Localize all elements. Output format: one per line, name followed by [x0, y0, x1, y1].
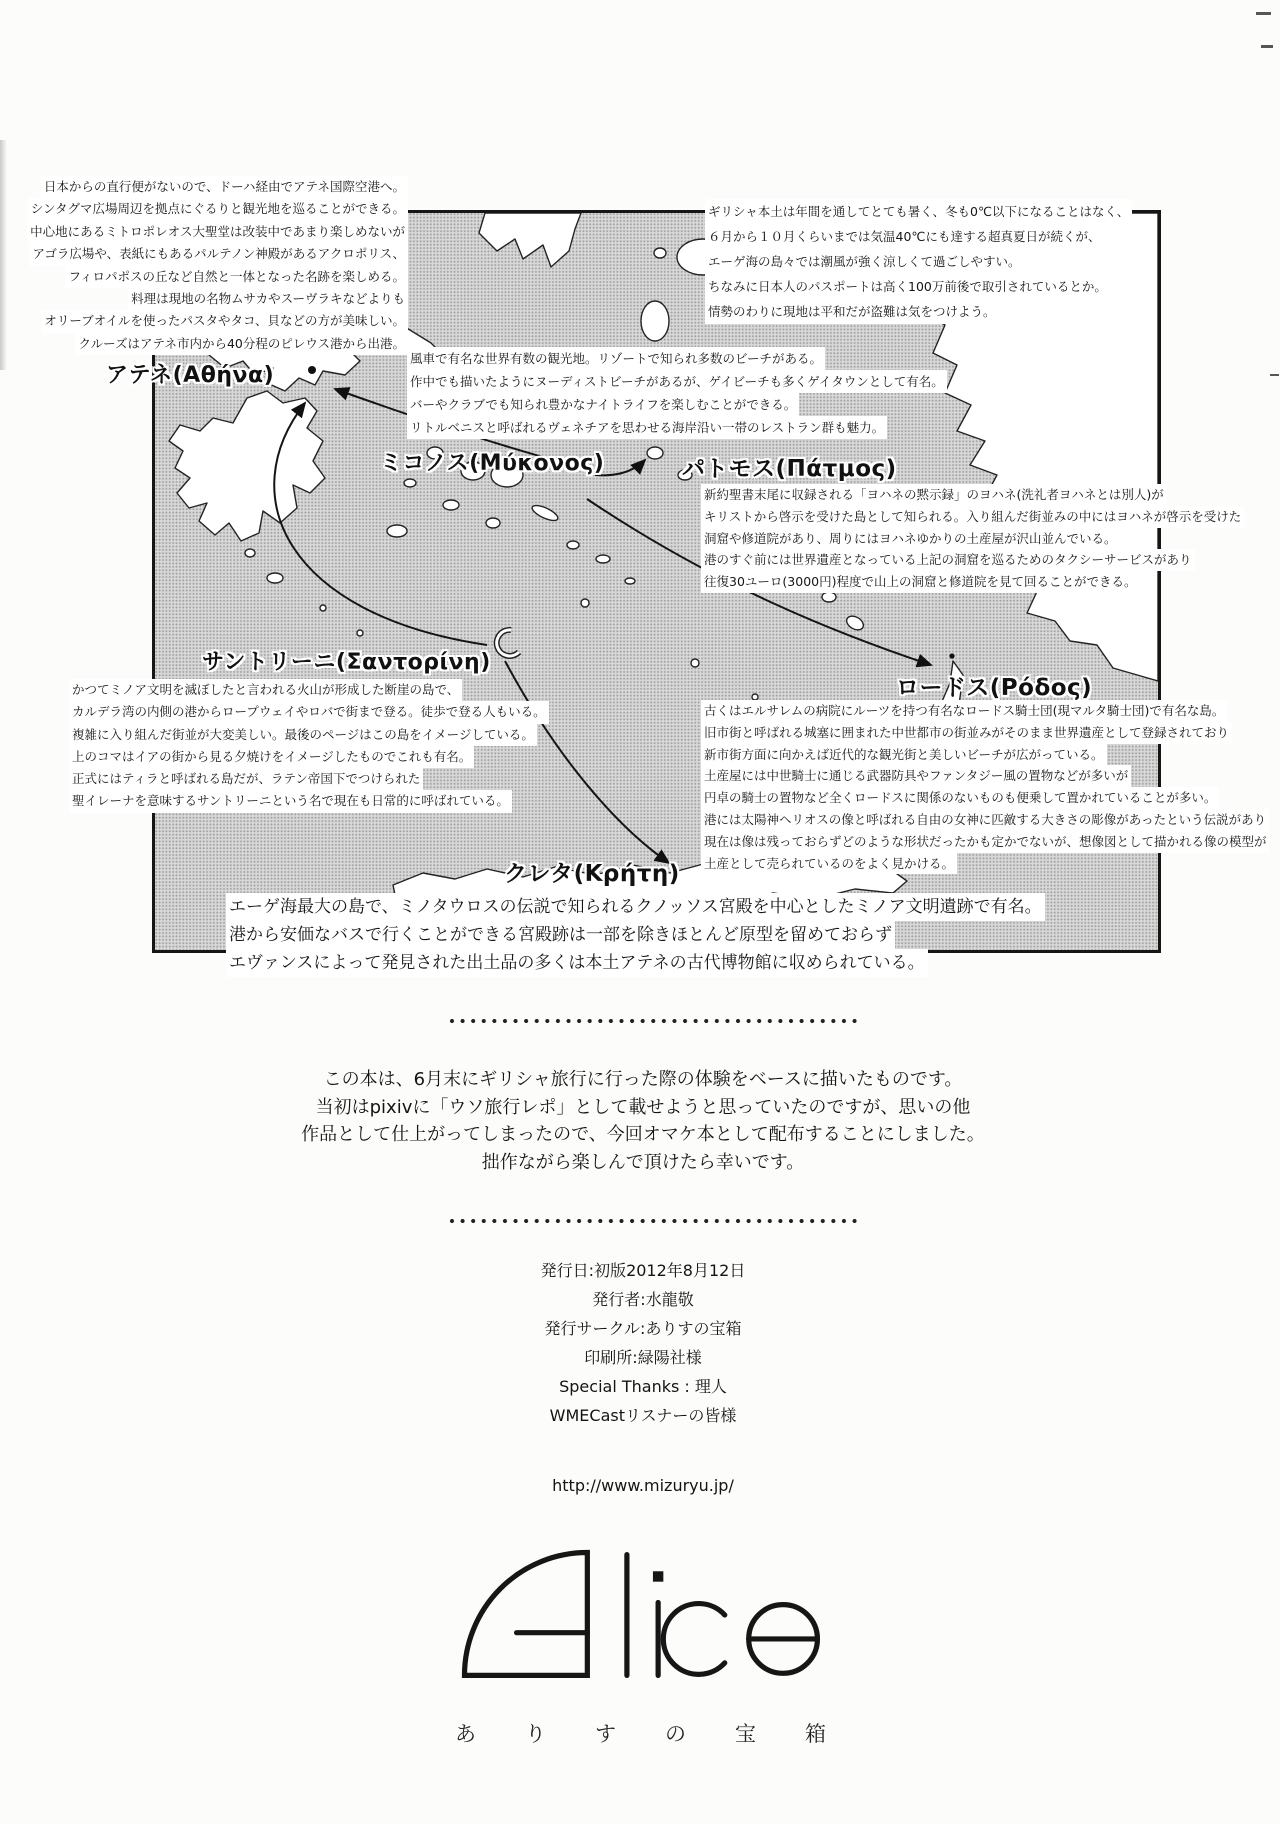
dotted-separator-top — [449, 1018, 861, 1024]
text-line: Special Thanks : 理人 — [559, 1377, 727, 1396]
island — [169, 391, 325, 541]
text-line: 旧市街と呼ばれる城塞に囲まれた中世都市の街並みがそのまま世界遺産として登録されており — [701, 722, 1232, 744]
text-line: 発行日:初版2012年8月12日 — [540, 1261, 746, 1280]
note-crete — [226, 893, 1045, 977]
island — [822, 592, 836, 602]
text-line: 港から安価なバスで行くことができる宮殿跡は一部を除きほとんど原型を留めておらず — [226, 921, 895, 949]
island — [486, 518, 500, 528]
alice-logo-svg — [452, 1540, 832, 1690]
note-athens-travel — [27, 176, 408, 355]
island — [530, 503, 560, 524]
text-line: 港のすぐ前には世界遺産となっている上記の洞窟を巡るためのタクシーサービスがあり — [701, 549, 1195, 571]
label-athens: アテネ(Αθήνα) — [106, 363, 275, 388]
logo-i-dot — [653, 1571, 663, 1581]
scan-edge-shadow — [0, 140, 7, 370]
text-line: 中心地にあるミトロポレオス大聖堂は改装中であまり楽しめないが — [27, 221, 408, 243]
island — [641, 301, 669, 341]
text-line: リトルベニスと呼ばれるヴェネチアを思わせる海岸沿い一帯のレストラン群も魅力。 — [407, 416, 887, 439]
text-line: 印刷所:緑陽社様 — [584, 1348, 702, 1367]
island — [844, 613, 866, 632]
text-line: この本は、6月末にギリシャ旅行に行った際の体験をベースに描いたものです。 — [323, 1069, 963, 1090]
island — [267, 573, 283, 583]
island — [647, 447, 663, 459]
island — [596, 555, 610, 563]
scan-mark — [1261, 45, 1273, 48]
text-line: 正式にはティラと呼ばれる島だが、ラテン帝国下でつけられた — [69, 768, 423, 790]
text-line: 現在は像は残っておらずどのような形状だったかも定かでないが、想像図として描かれる像の模型が — [701, 831, 1270, 853]
text-line: カルデラ湾の内側の港からロープウェイやロバで街まで登る。徒歩で登る人もいる。 — [69, 701, 549, 723]
island — [320, 605, 326, 611]
text-line: 複雑に入り組んだ街並が大変美しい。最後のページはこの島をイメージしている。 — [69, 724, 537, 746]
note-rhodes — [701, 700, 1270, 874]
rhodes-port-dot — [949, 653, 954, 658]
label-crete: クレタ(Κρήτη) — [504, 861, 680, 887]
island — [387, 525, 407, 537]
colophon — [243, 1256, 1043, 1430]
text-line: WMECastリスナーの皆様 — [549, 1406, 737, 1425]
note-santorini — [69, 679, 549, 813]
circle-name: ありすの宝箱 — [455, 1722, 875, 1746]
text-line: ６月から１０月くらいまでは気温40℃にも達する超真夏日が続くが、 — [705, 224, 1103, 249]
label-mykonos: ミコノス(Μύκονος) — [380, 451, 605, 476]
text-line: エーゲ海の島々では潮風が強く涼しくて過ごしやすい。 — [705, 249, 1024, 274]
text-line: シンタグマ広場周辺を拠点にぐるりと観光地を巡ることができる。 — [28, 198, 408, 220]
text-line: 土産として売られているのをよく見かける。 — [701, 853, 957, 875]
label-rhodes: ロードス(Ρόδος) — [896, 675, 1093, 701]
text-line: 港には太陽神ヘリオスの像と呼ばれる自由の女神に匹敵する大きさの彫像があったという伝説があり — [701, 809, 1269, 831]
label-santorini: サントリーニ(Σαντορίνη) — [202, 650, 491, 675]
text-line: 作中でも描いたようにヌーディストビーチがあるが、ゲイビーチも多くゲイタウンとして有名。 — [407, 370, 947, 393]
website-url: http://www.mizuryu.jp/ — [552, 1476, 734, 1495]
text-line: クルーズはアテネ市内から40分程のピレウス港から出港。 — [75, 333, 408, 355]
text-line: 当初はpixivに「ウソ旅行レポ」として載せようと思っていたのですが、思いの他 — [315, 1096, 971, 1118]
text-line: 往復30ユーロ(3000円)程度で山上の洞窟と修道院を見て回ることができる。 — [701, 571, 1139, 593]
island — [357, 630, 363, 636]
text-line: 発行者:水龍敬 — [592, 1290, 694, 1309]
text-line: エーゲ海最大の島で、ミノタウロスの伝説で知られるクノッソス宮殿を中心としたミノア文明遺跡で有名。 — [226, 893, 1045, 921]
text-line: 情勢のわりに現地は平和だが盗難は気をつけよう。 — [705, 299, 999, 324]
island — [654, 248, 666, 258]
text-line: アゴラ広場や、表紙にもあるパルテノン神殿があるアクロポリス、 — [29, 243, 408, 265]
text-line: キリストから啓示を受けた島として知られる。入り組んだ街並みの中にはヨハネが啓示を受けた — [701, 506, 1244, 528]
text-line: 古くはエルサレムの病院にルーツを持つ有名なロードス騎士団(現マルタ騎士団)で有名な島。 — [701, 700, 1227, 722]
text-line: 作品として仕上がってしまったので、今回オマケ本として配布することにしました。 — [301, 1124, 985, 1145]
island — [404, 479, 416, 487]
island — [245, 549, 255, 557]
text-line: 土産屋には中世騎士に通じる武器防具やファンタジー風の置物などが多いが — [701, 765, 1131, 787]
island — [479, 213, 581, 267]
island — [443, 500, 459, 510]
athens-marker-dot — [308, 366, 316, 374]
text-line: エヴァンスによって発見された出土品の多くは本土アテネの古代博物館に収められている。 — [226, 949, 928, 977]
logo-letter-c — [663, 1604, 724, 1675]
note-mykonos — [407, 347, 947, 439]
text-line: 日本からの直行便がないので、ドーハ経由でアテネ国際空港へ。 — [41, 176, 408, 198]
text-line: ちなみに日本人のパスポートは高く100万前後で取引されているとか。 — [705, 274, 1110, 299]
text-line: 円卓の騎士の置物など全くロードスに関係のないものも便乗して置かれていることが多い。 — [701, 787, 1219, 809]
dotted-separator-bottom — [449, 1218, 861, 1224]
afterword-paragraph — [243, 1066, 1043, 1176]
text-line: ギリシャ本土は年間を通してとても暑く、冬も0℃以下になることはなく、 — [705, 199, 1132, 224]
logo-letter-A — [464, 1553, 587, 1676]
text-line: 拙作ながら楽しんで頂けたら幸いです。 — [481, 1151, 805, 1173]
text-line: 新約聖書末尾に収録される「ヨハネの黙示録」のヨハネ(洗礼者ヨハネとは別人)が — [701, 484, 1167, 506]
text-line: 発行サークル:ありすの宝箱 — [544, 1319, 742, 1338]
text-line: 洞窟や修道院があり、周りにはヨハネゆかりの土産屋が沢山並んでいる。 — [701, 528, 1120, 550]
text-line: フィロパポスの丘など自然と一体となった名跡を楽しめる。 — [65, 266, 408, 288]
note-climate — [705, 199, 1132, 324]
island — [691, 659, 699, 667]
text-line: 料理は現地の名物ムサカやスーヴラキなどよりも — [128, 288, 408, 310]
text-line: 新市街方面に向かえば近代的な観光街と美しいビーチが広がっている。 — [701, 744, 1107, 766]
text-line: 聖イレーナを意味するサントリーニという名で現在も日常的に呼ばれている。 — [69, 790, 512, 812]
text-line: かつてミノア文明を滅ぼしたと言われる火山が形成した断崖の島で、 — [69, 679, 462, 701]
scan-mark — [1270, 374, 1279, 376]
text-line: 上のコマはイアの街から見る夕焼けをイメージしたものでこれも有名。 — [69, 746, 474, 768]
text-line: オリーブオイルを使ったパスタやタコ、貝などの方が美味しい。 — [41, 310, 408, 332]
island — [581, 599, 589, 607]
alice-logo — [452, 1540, 832, 1690]
island — [625, 578, 635, 584]
scan-mark — [1256, 12, 1271, 15]
island — [567, 541, 579, 549]
text-line: 風車で有名な世界有数の観光地。リゾートで知られ多数のビーチがある。 — [407, 347, 825, 370]
note-patmos — [701, 484, 1244, 593]
text-line: バーやクラブでも知られ豊かなナイトライフを楽しむことができる。 — [407, 393, 799, 416]
label-patmos: パトモス(Πάτμος) — [682, 456, 897, 482]
